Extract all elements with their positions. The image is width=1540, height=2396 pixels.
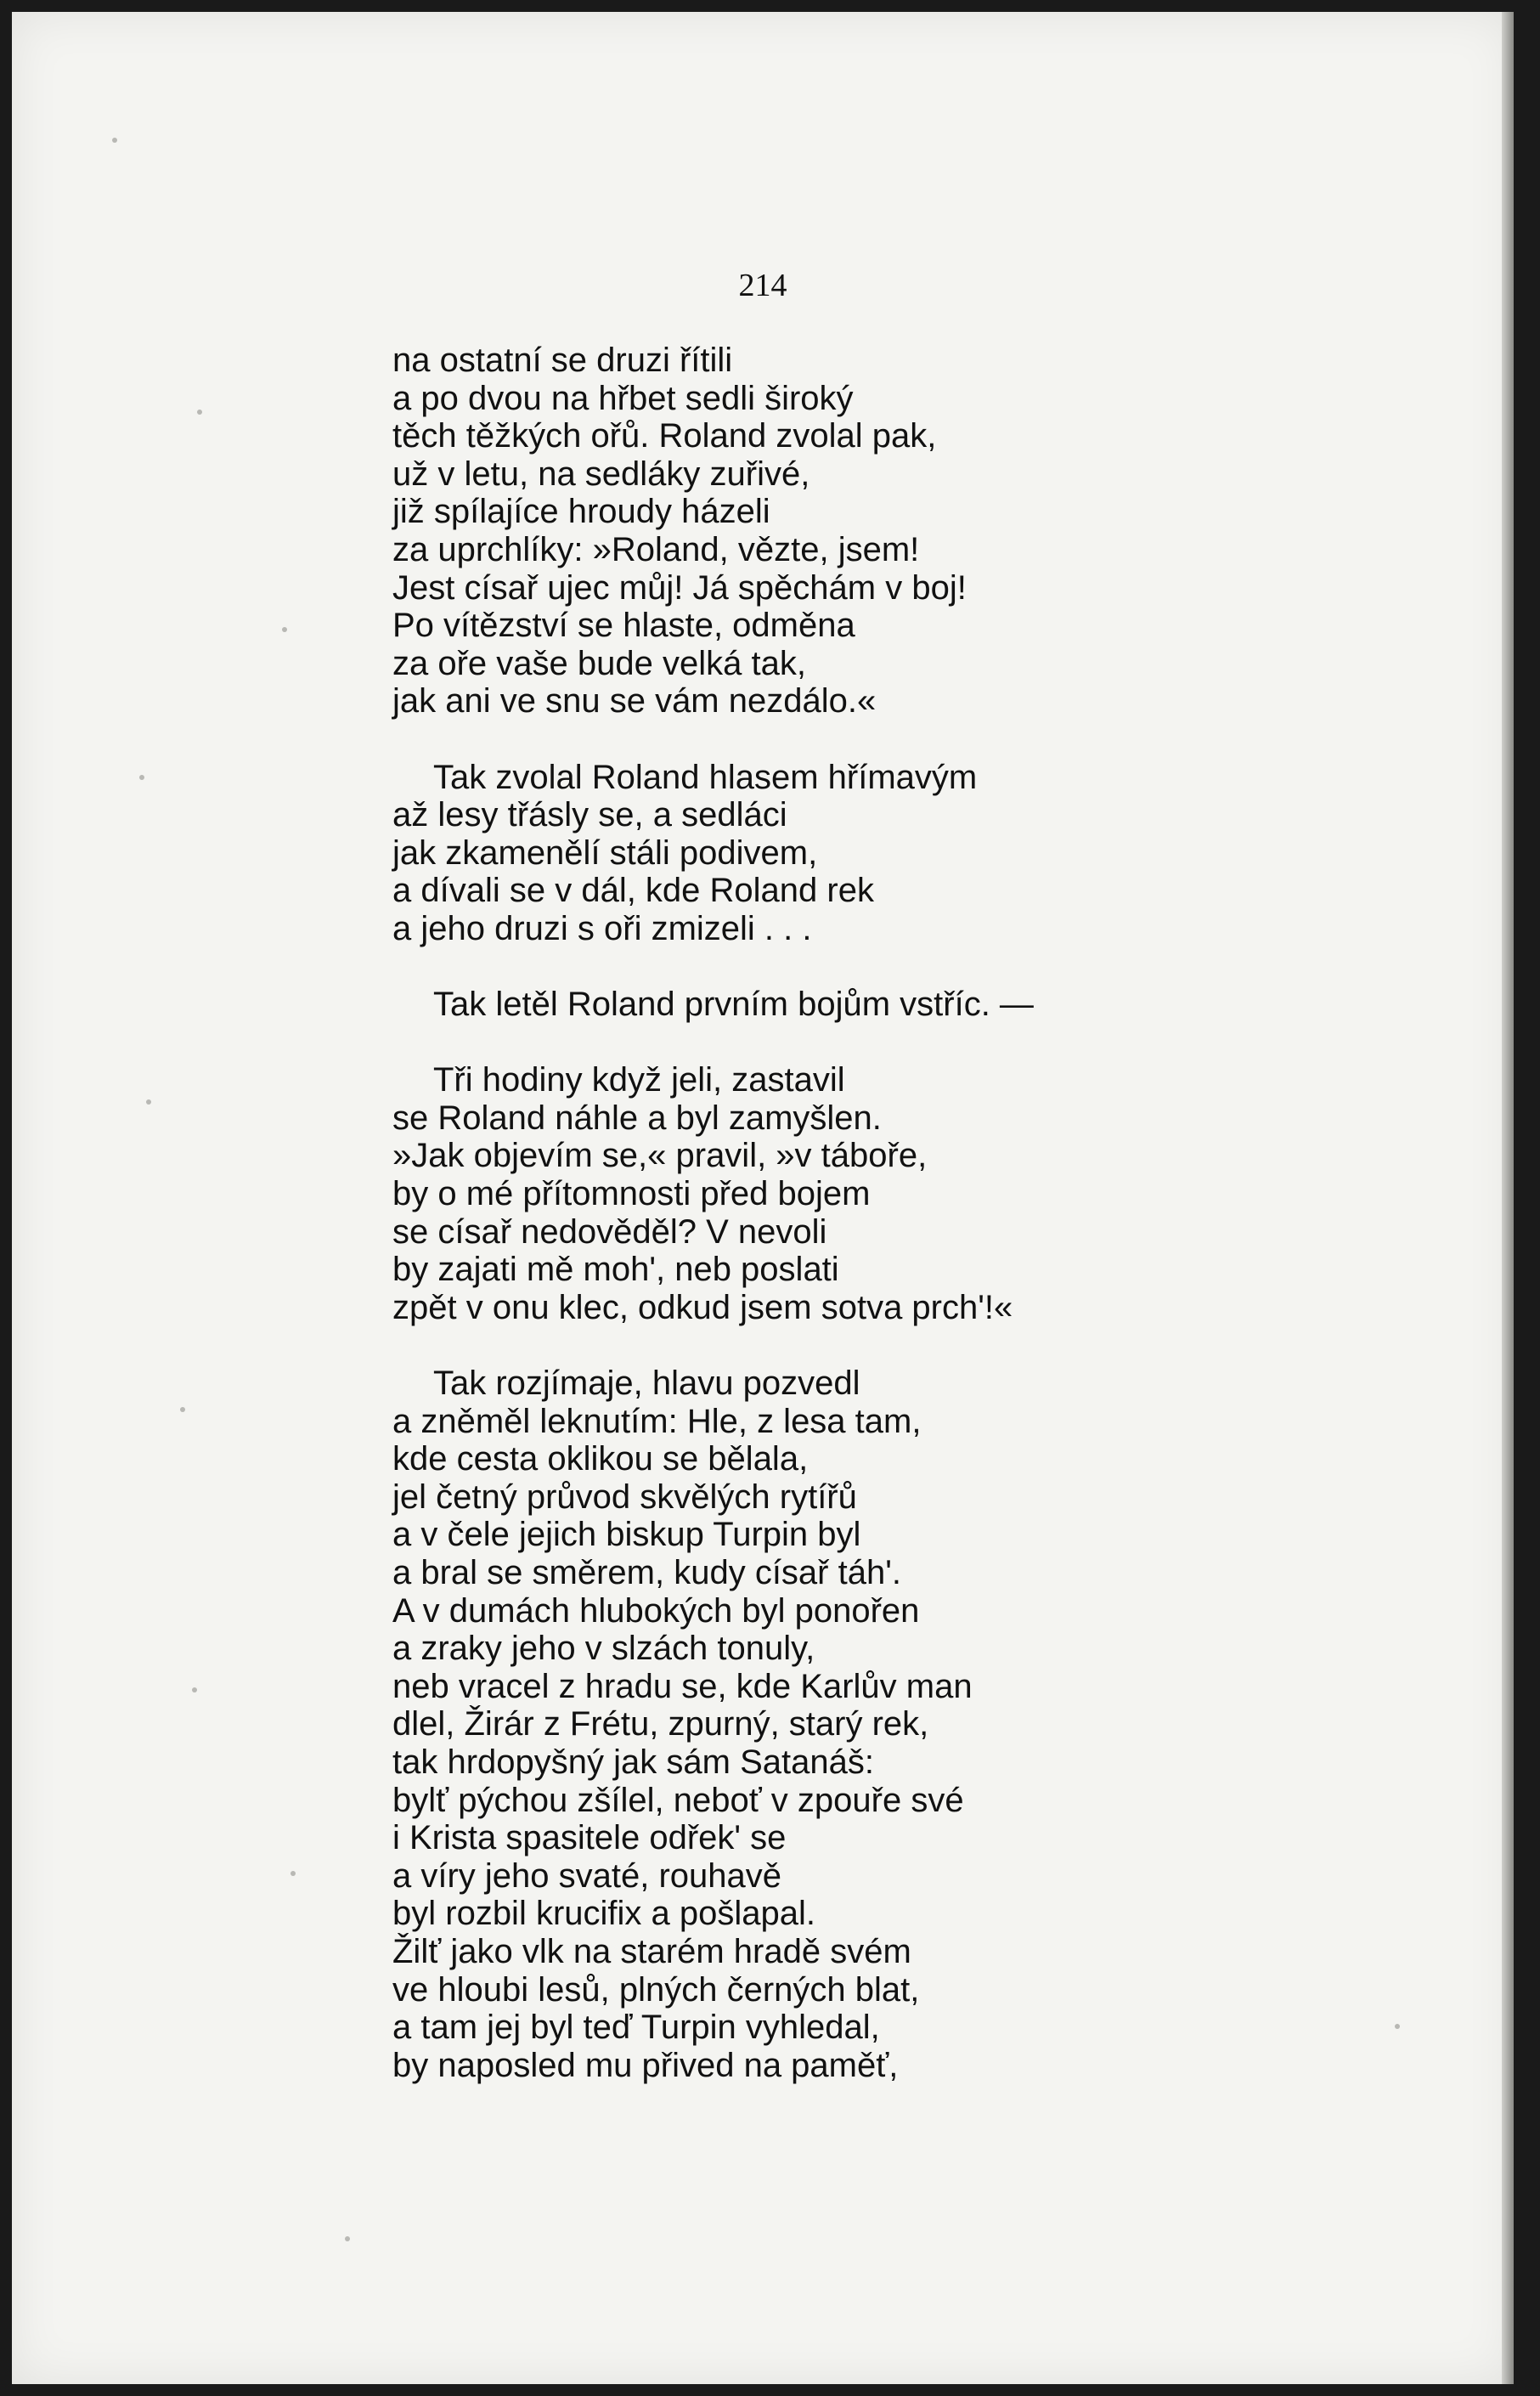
poem-line: by naposled mu přived na paměť, xyxy=(392,2046,899,2084)
stanza xyxy=(392,342,1242,720)
poem-line: Tak rozjímaje, hlavu pozvedl xyxy=(433,1365,860,1403)
paper-speck xyxy=(139,775,144,780)
poem-line: Tři hodiny když jeli, zastavil xyxy=(433,1061,845,1099)
poem-line: a tam jej byl teď Turpin vyhledal, xyxy=(392,2009,880,2047)
poem-line: a víry jeho svaté, rouhavě xyxy=(392,1856,782,1895)
poem-line: a jeho druzi s oři zmizeli . . . xyxy=(392,909,812,947)
poem-line: Jest císař ujec můj! Já spěchám v boj! xyxy=(392,568,967,607)
poem-line: dlel, Žirár z Frétu, zpurný, starý rek, xyxy=(392,1705,929,1743)
poem-line: by zajati mě moh', neb poslati xyxy=(392,1251,839,1289)
paper-speck xyxy=(146,1099,151,1105)
poem-line: a po dvou na hřbet sedli široký xyxy=(392,379,854,417)
poem-line: již spílajíce hroudy házeli xyxy=(392,493,770,531)
book-page xyxy=(12,12,1514,2384)
poem-line: a zněměl leknutím: Hle, z lesa tam, xyxy=(392,1402,922,1440)
paper-speck xyxy=(1395,2024,1400,2029)
poem-line: byl rozbil krucifix a pošlapal. xyxy=(392,1895,815,1933)
poem-line: za oře vaše bude velká tak, xyxy=(392,644,806,682)
stanza xyxy=(392,1061,1242,1326)
poem-text xyxy=(392,342,1242,2084)
poem-line: už v letu, na sedláky zuřivé, xyxy=(392,455,810,493)
poem-line: Tak zvolal Roland hlasem hřímavým xyxy=(433,758,978,796)
poem-line: Žilť jako vlk na starém hradě svém xyxy=(392,1932,911,1970)
page-spine-edge xyxy=(1502,12,1514,2384)
paper-speck xyxy=(112,138,117,143)
poem-line: se Roland náhle a byl zamyšlen. xyxy=(392,1099,882,1137)
paper-speck xyxy=(180,1407,185,1412)
poem-line: bylť pýchou zšílel, neboť v zpouře své xyxy=(392,1781,964,1819)
stanza xyxy=(392,1365,1242,2084)
poem-line: kde cesta oklikou se bělala, xyxy=(392,1440,809,1478)
poem-line: A v dumách hlubokých byl ponořen xyxy=(392,1591,920,1630)
poem-line: by o mé přítomnosti před bojem xyxy=(392,1175,871,1213)
poem-line: tak hrdopyšný jak sám Satanáš: xyxy=(392,1743,874,1781)
poem-line: a zraky jeho v slzách tonuly, xyxy=(392,1630,815,1668)
poem-line: a dívali se v dál, kde Roland rek xyxy=(392,872,874,910)
poem-line: zpět v onu klec, odkud jsem sotva prch'!« xyxy=(392,1288,1013,1326)
paper-speck xyxy=(291,1871,296,1876)
poem-line: jak zkamenělí stáli podivem, xyxy=(392,834,818,872)
poem-line: neb vracel z hradu se, kde Karlův man xyxy=(392,1667,973,1705)
poem-line: jel četný průvod skvělých rytířů xyxy=(392,1478,857,1516)
poem-line: se císař nedověděl? V nevoli xyxy=(392,1212,827,1251)
poem-line: Po vítězství se hlaste, odměna xyxy=(392,607,855,645)
poem-line: ve hloubi lesů, plných černých blat, xyxy=(392,1970,920,2009)
page-number: 214 xyxy=(738,268,787,303)
paper-speck xyxy=(197,410,202,415)
poem-line: a bral se směrem, kudy císař táh'. xyxy=(392,1554,901,1591)
paper-speck xyxy=(192,1687,197,1692)
stanza xyxy=(392,986,1242,1024)
poem-line: i Krista spasitele odřek' se xyxy=(392,1819,787,1857)
poem-line: Tak letěl Roland prvním bojům vstříc. — xyxy=(433,986,1034,1024)
poem-line: těch těžkých ořů. Roland zvolal pak, xyxy=(392,417,937,455)
paper-speck xyxy=(345,2236,350,2241)
poem-line: za uprchlíky: »Roland, vězte, jsem! xyxy=(392,530,920,568)
paper-speck xyxy=(282,627,287,632)
poem-line: až lesy třásly se, a sedláci xyxy=(392,796,787,834)
poem-line: na ostatní se druzi řítili xyxy=(392,342,733,379)
poem-line: jak ani ve snu se vám nezdálo.« xyxy=(392,682,877,720)
poem-line: »Jak objevím se,« pravil, »v táboře, xyxy=(392,1137,928,1175)
stanza xyxy=(392,759,1242,948)
poem-line: a v čele jejich biskup Turpin byl xyxy=(392,1516,861,1554)
